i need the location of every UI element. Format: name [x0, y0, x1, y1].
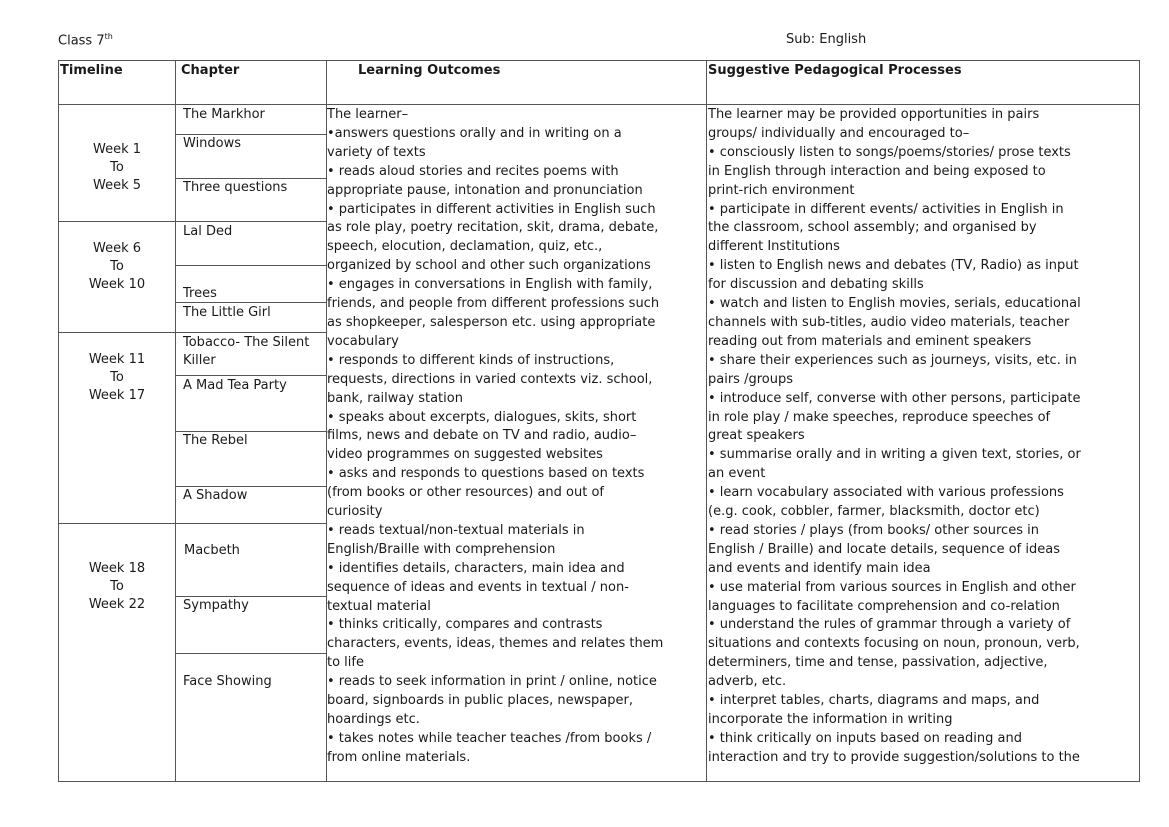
pedagogical-line: for discussion and debating skills	[708, 277, 924, 293]
learning-outcome-line: to life	[327, 655, 364, 671]
learning-outcome-line: The learner–	[327, 107, 409, 122]
learning-outcome-line: variety of texts	[327, 144, 426, 160]
timeline-to: To	[110, 579, 124, 594]
learning-outcome-line: •answers questions orally and in writing on a	[327, 125, 622, 141]
timeline-start: Week 11	[88, 352, 146, 367]
learning-outcome-line: • asks and responds to questions based on texts	[327, 466, 645, 482]
learning-outcome-line: • identifies details, characters, main idea and	[327, 560, 625, 576]
pedagogical-line: and events and identify main idea	[708, 560, 931, 576]
chapter-line: Killer	[183, 353, 216, 368]
pedagogical-line: print-rich environment	[708, 182, 855, 198]
timeline-to: To	[110, 370, 124, 385]
pedagogical-line: reading out from materials and eminent speakers	[708, 333, 1032, 349]
chapter-cell: Face Showing	[183, 674, 272, 689]
pedagogical-line: the classroom, school assembly; and organised by	[708, 220, 1037, 236]
col-header-pedagogical: Suggestive Pedagogical Processes	[708, 63, 962, 78]
col-header-learning-outcomes: Learning Outcomes	[358, 63, 501, 78]
pedagogical-line: • summarise orally and in writing a given text, stories, or	[708, 447, 1081, 463]
pedagogical-line: in English through interaction and being exposed to	[708, 163, 1046, 179]
learning-outcome-line: • speaks about excerpts, dialogues, skits, short	[327, 409, 637, 425]
learning-outcomes-text	[327, 106, 663, 768]
chapter-cell: A Shadow	[183, 488, 248, 503]
chapter-cell: Macbeth	[184, 543, 240, 558]
learning-outcome-line: organized by school and other such organizations	[327, 258, 651, 274]
learning-outcome-line: characters, events, ideas, themes and relates them	[327, 636, 664, 652]
learning-outcome-line: bank, railway station	[327, 390, 463, 406]
pedagogical-line: incorporate the information in writing	[708, 712, 953, 727]
timeline-end: Week 10	[88, 277, 146, 292]
learning-outcome-line: (from books or other resources) and out of	[327, 485, 604, 501]
timeline-cell	[60, 560, 174, 614]
learning-outcome-line: from online materials.	[327, 749, 471, 765]
chapter-cell: The Markhor	[183, 107, 265, 122]
learning-outcome-line: films, news and debate on TV and radio, audio–	[327, 428, 637, 444]
learning-outcome-line: • reads aloud stories and recites poems with	[327, 163, 619, 179]
chapter-cell: Lal Ded	[183, 224, 233, 239]
learning-outcome-line: curiosity	[327, 504, 383, 520]
chapter-cell: Sympathy	[183, 598, 249, 613]
timeline-to: To	[110, 259, 124, 274]
timeline-start: Week 18	[88, 561, 146, 576]
learning-outcome-line: sequence of ideas and events in textual / non-	[327, 579, 629, 595]
chapter-cell: A Mad Tea Party	[183, 378, 287, 393]
pedagogical-line: • participate in different events/ activities in English in	[708, 201, 1064, 217]
learning-outcome-line: • takes notes while teacher teaches /from books /	[327, 730, 652, 746]
pedagogical-line: adverb, etc.	[708, 674, 787, 690]
pedagogical-line: an event	[708, 466, 766, 482]
learning-outcome-line: textual material	[327, 598, 431, 614]
learning-outcome-line: friends, and people from different professions such	[327, 296, 660, 312]
learning-outcome-line: • engages in conversations in English with family,	[327, 277, 653, 293]
learning-outcome-line: hoardings etc.	[327, 712, 420, 727]
timeline-start: Week 1	[92, 142, 142, 157]
chapter-cell: The Little Girl	[183, 305, 271, 320]
timeline-start: Week 6	[92, 241, 142, 256]
learning-outcome-line: vocabulary	[327, 333, 399, 349]
pedagogical-line: • read stories / plays (from books/ other sources in	[708, 522, 1039, 538]
pedagogical-line: groups/ individually and encouraged to–	[708, 125, 970, 141]
col-header-chapter: Chapter	[181, 63, 240, 78]
pedagogical-text	[708, 106, 1081, 768]
pedagogical-line: The learner may be provided opportunities in pairs	[708, 107, 1040, 122]
learning-outcome-line: as role play, poetry recitation, skit, drama, debate,	[327, 220, 659, 236]
pedagogical-line: great speakers	[708, 428, 805, 444]
learning-outcome-line: English/Braille with comprehension	[327, 541, 556, 557]
subject-label: Sub: English	[786, 32, 867, 47]
timeline-end: Week 22	[88, 597, 146, 612]
learning-outcome-line: • reads to seek information in print / online, notice	[327, 674, 657, 690]
pedagogical-line: • introduce self, converse with other persons, participate	[708, 390, 1081, 406]
pedagogical-line: • understand the rules of grammar through a variety of	[708, 617, 1071, 633]
chapter-cell: Three questions	[183, 180, 288, 195]
pedagogical-line: (e.g. cook, cobbler, farmer, blacksmith, doctor etc)	[708, 504, 1040, 520]
class-label: Class 7th	[58, 32, 113, 49]
chapter-cell: The Rebel	[183, 433, 248, 448]
chapter-line: Tobacco- The Silent	[183, 335, 310, 350]
pedagogical-line: different Institutions	[708, 239, 840, 255]
learning-outcome-line: • responds to different kinds of instructions,	[327, 352, 615, 368]
pedagogical-line: • learn vocabulary associated with various professions	[708, 485, 1064, 501]
pedagogical-line: interaction and try to provide suggestion/solutions to the	[708, 749, 1080, 765]
pedagogical-line: situations and contexts focusing on noun, pronoun, verb,	[708, 636, 1080, 652]
learning-outcome-line: board, signboards in public places, newspaper,	[327, 693, 633, 709]
timeline-to: To	[110, 160, 124, 175]
learning-outcome-line: • participates in different activities in English such	[327, 201, 656, 217]
learning-outcome-line: video programmes on suggested websites	[327, 447, 603, 463]
col-header-timeline: Timeline	[60, 63, 123, 78]
pedagogical-line: determiners, time and tense, passivation, adjective,	[708, 655, 1048, 671]
timeline-cell	[60, 351, 174, 405]
learning-outcome-line: as shopkeeper, salesperson etc. using appropriate	[327, 314, 656, 330]
pedagogical-line: • share their experiences such as journeys, visits, etc. in	[708, 352, 1077, 368]
chapter-cell: Windows	[183, 136, 242, 151]
learning-outcome-line: • reads textual/non-textual materials in	[327, 522, 585, 538]
timeline-end: Week 5	[92, 178, 142, 193]
pedagogical-line: • listen to English news and debates (TV, Radio) as input	[708, 258, 1079, 274]
learning-outcome-line: requests, directions in varied contexts viz. school,	[327, 371, 653, 387]
timeline-cell	[60, 141, 174, 195]
pedagogical-line: languages to facilitate comprehension and co-relation	[708, 598, 1060, 614]
pedagogical-line: • interpret tables, charts, diagrams and maps, and	[708, 693, 1040, 709]
chapter-cell: Trees	[183, 286, 217, 301]
pedagogical-line: in role play / make speeches, reproduce speeches of	[708, 409, 1051, 425]
pedagogical-line: • consciously listen to songs/poems/stories/ prose texts	[708, 144, 1071, 160]
chapter-cell	[183, 334, 309, 370]
pedagogical-line: English / Braille) and locate details, sequence of ideas	[708, 541, 1060, 557]
pedagogical-line: • think critically on inputs based on reading and	[708, 730, 1022, 746]
timeline-cell	[60, 240, 174, 294]
pedagogical-line: pairs /groups	[708, 371, 793, 387]
learning-outcome-line: appropriate pause, intonation and pronunciation	[327, 182, 643, 198]
pedagogical-line: • watch and listen to English movies, serials, educational	[708, 296, 1081, 312]
pedagogical-line: channels with sub-titles, audio video materials, teacher	[708, 314, 1070, 330]
learning-outcome-line: speech, elocution, declamation, quiz, etc.,	[327, 239, 603, 255]
pedagogical-line: • use material from various sources in English and other	[708, 579, 1076, 595]
learning-outcome-line: • thinks critically, compares and contrasts	[327, 617, 603, 633]
timeline-end: Week 17	[88, 388, 146, 403]
